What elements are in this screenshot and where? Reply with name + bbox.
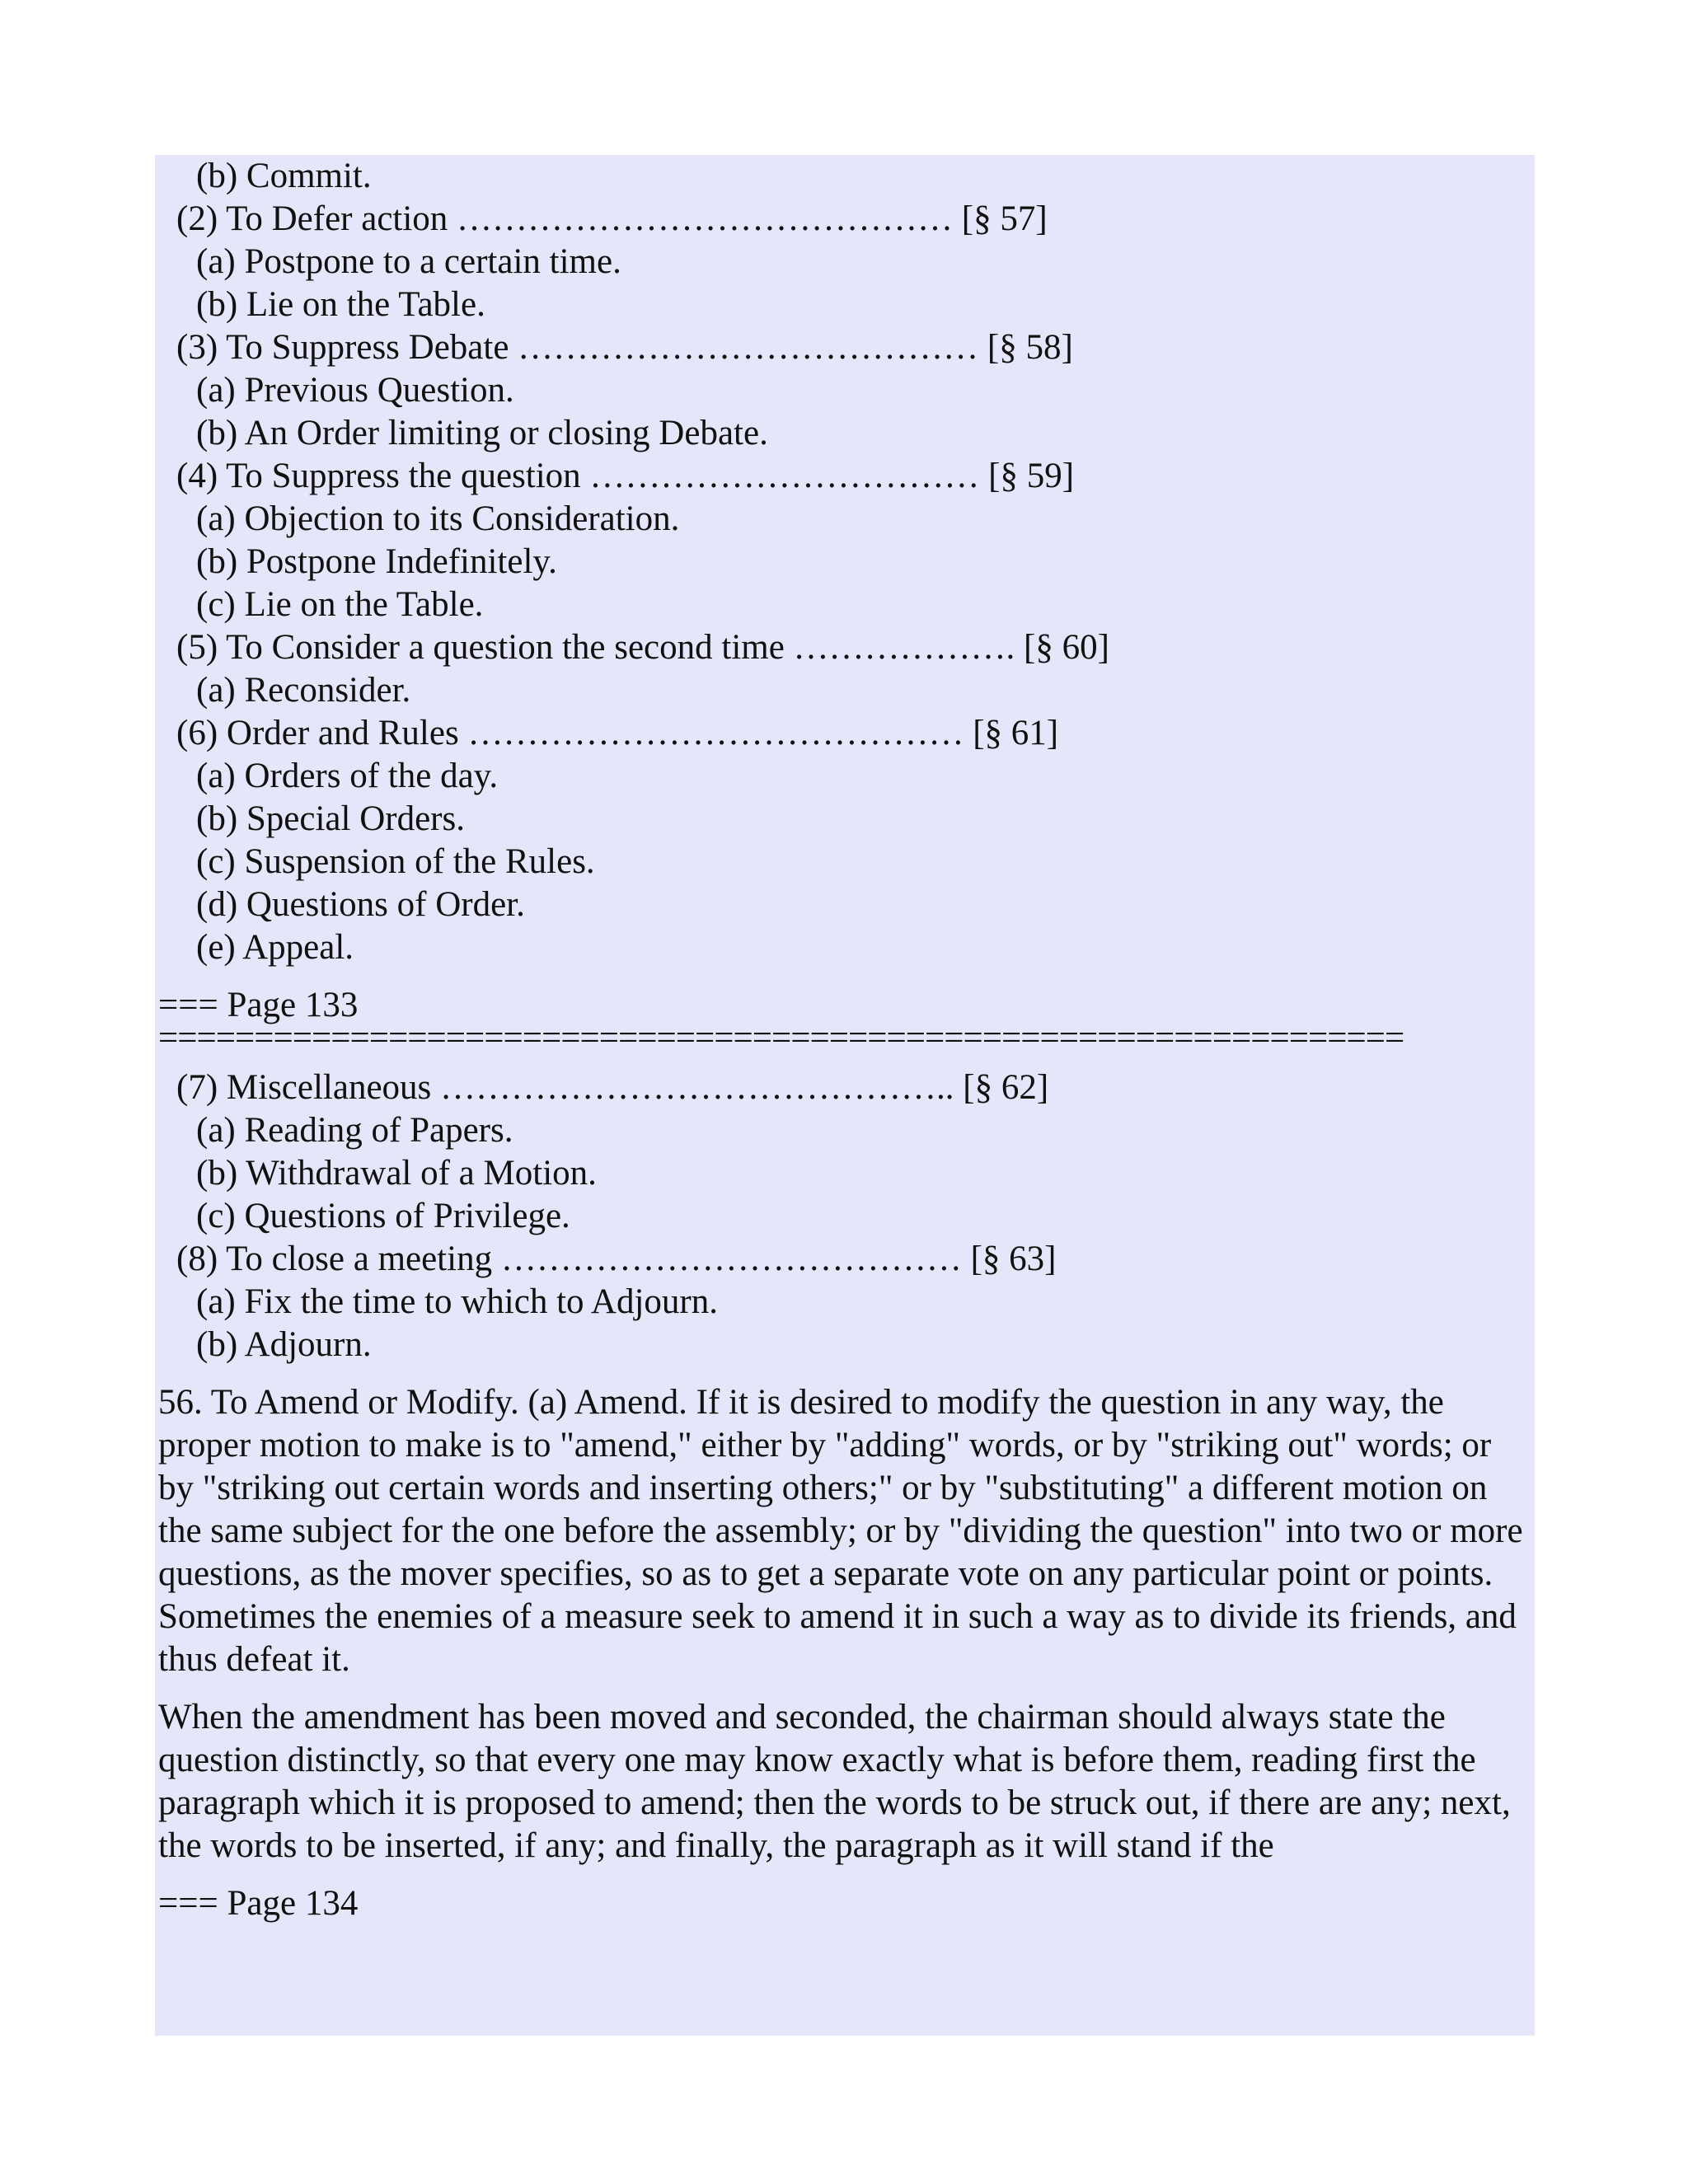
- outline-item: (4) To Suppress the question …………………………… [§ 59]: [176, 457, 1075, 495]
- outline-item: (3) To Suppress Debate ………………………………… [§ 58]: [176, 328, 1073, 367]
- outline-item: (c) Questions of Privilege.: [196, 1197, 570, 1235]
- outline-item: (e) Appeal.: [196, 928, 354, 967]
- outline-item: (c) Lie on the Table.: [196, 585, 484, 624]
- outline-list-part-1: [158, 155, 1533, 969]
- outline-item: (b) Withdrawal of a Motion.: [196, 1154, 597, 1193]
- spacer: [158, 1868, 1533, 1882]
- body-paragraph: When the amendment has been moved and seconded, the chairman should always state the question distinctly, so that every one may know exactly what is before them, reading first the paragraph which it is proposed to amend; then the words to be struck out, if there are any; next, the words to be inserted, if any; and finally, the paragraph as it will stand if the: [158, 1698, 1511, 1865]
- outline-item: (a) Reading of Papers.: [196, 1111, 513, 1150]
- document-content: [158, 155, 1533, 1925]
- body-paragraph: 56. To Amend or Modify. (a) Amend. If it is desired to modify the question in any way, the proper motion to make is to "amend," either by "adding" words, or by "striking out" words; or by "striking out certain words and inserting others;" or by "substituting" a different motion on the same subject for the one before the assembly; or by "dividing the question" into two or more questions, as the mover specifies, so as to get a separate vote on any particular point or points. Sometimes the enemies of a measure seek to amend it in such a way as to divide its friends, and thus defeat it.: [158, 1383, 1523, 1679]
- outline-item: (2) To Defer action …………………………………… [§ 57]: [176, 199, 1048, 238]
- page-marker: === Page 133: [158, 986, 359, 1024]
- outline-list-part-2: [158, 1066, 1533, 1366]
- document-page: [155, 155, 1535, 2036]
- outline-item: (8) To close a meeting ………………………………… [§ 63]: [176, 1240, 1057, 1278]
- outline-item: (a) Fix the time to which to Adjourn.: [196, 1282, 718, 1321]
- outline-item: (b) Special Orders.: [196, 799, 465, 838]
- outline-item: (a) Objection to its Consideration.: [196, 499, 680, 538]
- outline-item: (c) Suspension of the Rules.: [196, 842, 595, 881]
- outline-item: (a) Reconsider.: [196, 671, 411, 710]
- spacer: [158, 1681, 1533, 1696]
- outline-item: (b) Commit.: [196, 157, 372, 195]
- outline-item: (b) Lie on the Table.: [196, 285, 485, 324]
- outline-item: (a) Previous Question.: [196, 371, 514, 410]
- outline-item: (a) Orders of the day.: [196, 757, 499, 795]
- spacer: [158, 969, 1533, 984]
- outline-item: (a) Postpone to a certain time.: [196, 242, 621, 281]
- outline-item: (d) Questions of Order.: [196, 885, 525, 924]
- outline-item: (b) Postpone Indefinitely.: [196, 542, 557, 581]
- outline-item: (b) Adjourn.: [196, 1325, 372, 1364]
- outline-item: (5) To Consider a question the second time ………………. [§ 60]: [176, 628, 1109, 667]
- outline-item: (7) Miscellaneous …………………………………….. [§ 62]: [176, 1068, 1049, 1107]
- outline-item: (b) An Order limiting or closing Debate.: [196, 414, 768, 452]
- spacer: [158, 1366, 1533, 1381]
- spacer: [158, 1052, 1533, 1066]
- separator-rule: =================================================================: [158, 1027, 1404, 1052]
- page-marker: === Page 134: [158, 1884, 359, 1923]
- outline-item: (6) Order and Rules …………………………………… [§ 61]: [176, 714, 1059, 752]
